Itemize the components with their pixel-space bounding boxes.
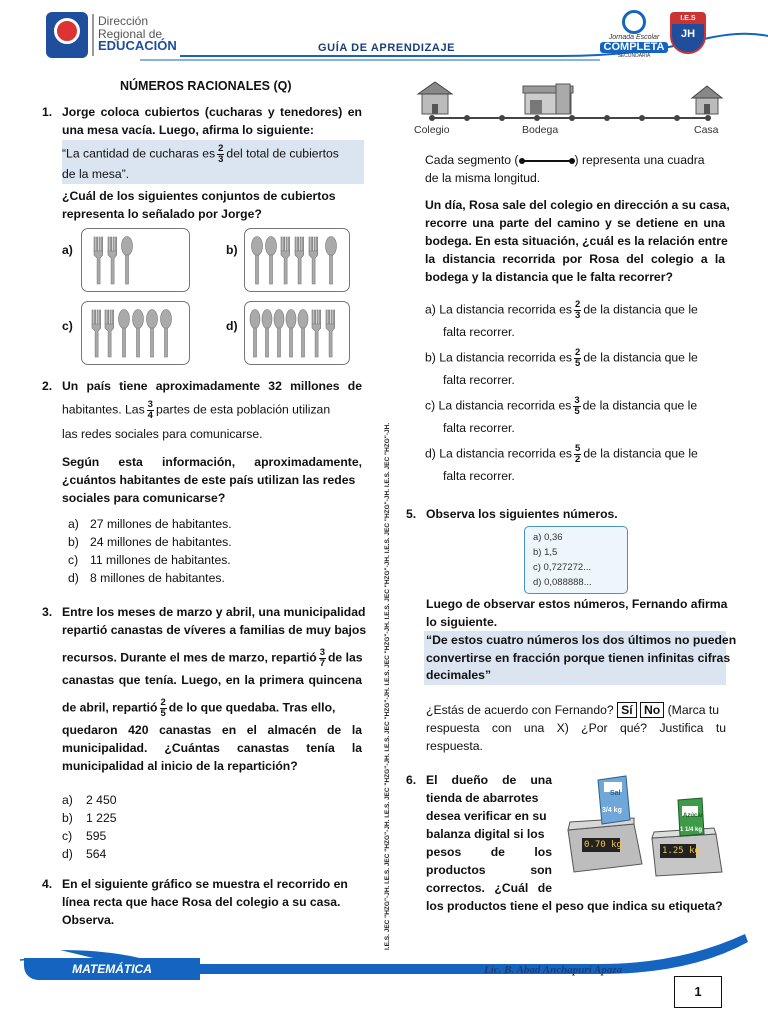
cutlery-card-a[interactable] — [81, 228, 190, 292]
fork-icon — [295, 237, 304, 284]
option-item[interactable]: b) 1 225 — [62, 811, 117, 825]
spoon-icon — [250, 310, 260, 358]
house-icon — [692, 86, 722, 114]
cutlery-set-icon — [245, 229, 351, 293]
fork-icon — [105, 310, 114, 357]
clock-icon — [622, 10, 646, 34]
fork-icon — [108, 237, 117, 284]
spoon-icon — [266, 237, 277, 285]
fraction: $\frac{3}{5}$ — [574, 395, 580, 417]
cutlery-set-icon — [82, 229, 191, 293]
option-item[interactable]: c) 595 — [62, 829, 107, 843]
option-item[interactable]: c) La distancia recorrida es $\frac{3}{5}$ de la distancia que le falta recorrer. — [425, 395, 698, 435]
option-item[interactable]: a) La distancia recorrida es $\frac{2}{3}$ de la distancia que le falta recorrer. — [425, 299, 698, 339]
fork-icon — [94, 237, 103, 284]
cutlery-set-icon — [82, 302, 191, 366]
option-item[interactable]: c) 11 millones de habitantes. — [68, 553, 231, 567]
fraction: $\frac{5}{2}$ — [575, 443, 581, 465]
spoon-icon — [119, 310, 130, 358]
scale-display: 0.70 kg — [584, 840, 622, 850]
question-number: 4. — [42, 877, 53, 891]
question-number: 5. — [406, 507, 417, 521]
bag-label: Azúcar — [683, 813, 704, 819]
label-bodega: Bodega — [522, 124, 559, 136]
yes-checkbox[interactable]: Sí — [617, 702, 637, 718]
school-shield: I.E.S JH — [670, 12, 706, 54]
spoon-icon — [147, 310, 158, 358]
spoon-icon — [161, 310, 172, 358]
fraction: $\frac{2}{5}$ — [575, 347, 581, 369]
fork-icon — [312, 310, 321, 357]
side-watermark: I.E.S. JEC "HZG"-JH. I.E.S. JEC "HZG"-JH. I.E.S. JEC "HZG"-JH. I.E.S. JEC "HZG"-JH. I.E.S. JEC "HZG"-JH. I.E.S. JEC "HZG"-JH. I.E.S. JEC "HZG"-JH. I.E.S. JEC "HZG"-JH. — [384, 422, 391, 950]
cutlery-card-d[interactable] — [244, 301, 350, 365]
fraction: $\frac{3}{4}$ — [147, 399, 153, 421]
jornada-logo: Jornada Escolar COMPLETA SECUNDARIA — [600, 10, 668, 62]
spoon-icon — [252, 237, 263, 285]
option-item[interactable]: a) 2 450 — [62, 793, 117, 807]
fork-icon — [92, 310, 101, 357]
spoon-icon — [326, 237, 337, 285]
bag-label: Sal — [610, 790, 621, 797]
spoon-icon — [298, 310, 308, 358]
spoon-icon — [133, 310, 144, 358]
option-item[interactable]: d) 8 millones de habitantes. — [68, 571, 225, 585]
fraction: $\frac{2}{5}$ — [160, 697, 166, 719]
doc-title: NÚMEROS RACIONALES (Q) — [120, 79, 292, 93]
route-diagram — [410, 78, 730, 140]
option-label: a) — [62, 243, 73, 257]
school-icon — [418, 82, 452, 114]
option-item[interactable]: b) La distancia recorrida es $\frac{2}{5}$ de la distancia que le falta recorrer. — [425, 347, 698, 387]
bag-weight: 3/4 kg — [602, 807, 622, 814]
option-label: d) — [226, 319, 238, 333]
question-number: 2. — [42, 379, 53, 393]
option-label: b) — [226, 243, 238, 257]
question-number: 1. — [42, 105, 53, 119]
segment-icon — [519, 157, 575, 165]
fork-icon — [326, 310, 335, 357]
store-icon — [523, 84, 573, 114]
guide-title: GUÍA DE APRENDIZAJE — [318, 42, 456, 54]
author-name: Lic. B. Abad Anchapuri Apaza — [484, 964, 623, 976]
cutlery-card-b[interactable] — [244, 228, 350, 292]
numbers-box: a) 0,36 b) 1,5 c) 0,727272... d) 0,088888... — [524, 526, 628, 594]
spoon-icon — [122, 237, 133, 285]
fork-icon — [281, 237, 290, 284]
cutlery-set-icon — [245, 302, 351, 366]
spoon-icon — [274, 310, 284, 358]
option-item[interactable]: d) La distancia recorrida es $\frac{5}{2}$ de la distancia que le falta recorrer. — [425, 443, 698, 483]
label-colegio: Colegio — [414, 124, 450, 136]
fraction: $\frac{3}{7}$ — [319, 647, 325, 669]
fraction: $\frac{2}{3}$ — [218, 143, 224, 165]
bag-weight: 1 1/4 kg — [680, 827, 703, 833]
option-label: c) — [62, 319, 73, 333]
spoon-icon — [286, 310, 296, 358]
fork-icon — [309, 237, 318, 284]
scales-image — [564, 772, 728, 884]
subject-badge: MATEMÁTICA — [24, 958, 200, 980]
spoon-icon — [262, 310, 272, 358]
cutlery-card-c[interactable] — [81, 301, 190, 365]
page-number: 1 — [674, 976, 722, 1008]
option-item[interactable]: b) 24 millones de habitantes. — [68, 535, 232, 549]
scale-display: 1.25 kg — [662, 846, 700, 856]
header — [0, 0, 768, 72]
no-checkbox[interactable]: No — [640, 702, 664, 718]
option-item[interactable]: a) 27 millones de habitantes. — [68, 517, 232, 531]
fraction: $\frac{2}{3}$ — [575, 299, 581, 321]
option-item[interactable]: d) 564 — [62, 847, 107, 861]
institution-name: Dirección Regional de EDUCACIÓN — [98, 14, 177, 53]
question-number: 3. — [42, 605, 53, 619]
question-number: 6. — [406, 773, 417, 787]
label-casa: Casa — [694, 124, 719, 136]
